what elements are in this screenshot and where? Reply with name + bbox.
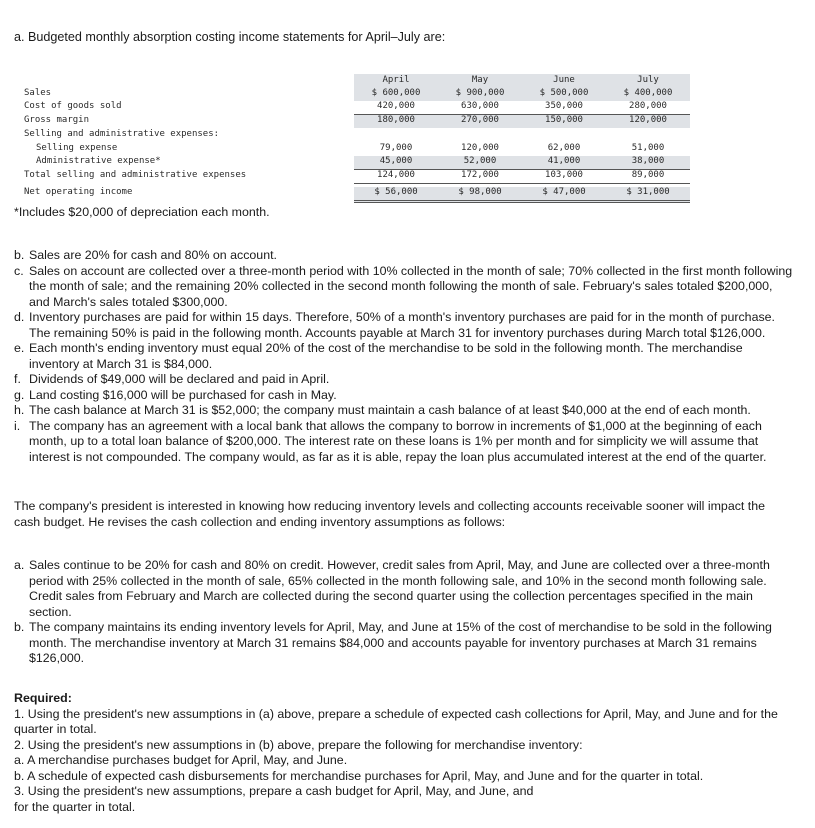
- cell: $ 31,000: [606, 187, 690, 203]
- revised-assumptions-list: [14, 558, 794, 667]
- cell: 62,000: [547, 143, 581, 153]
- table-row: [24, 129, 690, 142]
- list-item: [14, 341, 794, 372]
- item-text: Sales on account are collected over a three-month period with 10% collected in the month of sale; 70% collected in the first month following the month of sale; and the remaining 20% collected in the second month following the month of sale. February's sales totaled $200,000, and March's sales totaled $300,000.: [29, 263, 793, 309]
- month-header: July: [637, 75, 659, 85]
- table-header-row: [24, 75, 690, 88]
- cell: 120,000: [461, 143, 499, 153]
- table-row: [24, 88, 690, 101]
- item-text: The company has an agreement with a local bank that allows the company to borrow in increments of $1,000 at the beginning of each month, up to a total loan balance of $200,000. The interest rate on these loans is 1% per month and for simplicity we will assume that interest is not compounded. The company would, as far as it is able, repay the loan plus accumulated interest at the end of the quarter.: [29, 418, 767, 464]
- cell: 280,000: [606, 101, 690, 115]
- required-line: 2. Using the president's new assumptions in (b) above, prepare the following for merchandise inventory:: [14, 737, 583, 752]
- required-section: [14, 691, 784, 815]
- required-line: a. A merchandise purchases budget for April, May, and June.: [14, 753, 348, 767]
- item-text: Sales are 20% for cash and 80% on account.: [29, 248, 277, 262]
- item-marker: h.: [14, 403, 25, 417]
- cell: 172,000: [438, 170, 522, 184]
- month-header: May: [471, 75, 489, 85]
- cell: $ 400,000: [606, 88, 690, 101]
- required-line: for the quarter in total.: [14, 799, 136, 814]
- list-item: [14, 264, 794, 311]
- list-item: [14, 372, 794, 388]
- table-row: [24, 187, 690, 200]
- president-paragraph: The company's president is interested in knowing how reducing inventory levels and collecting accounts receivable sooner will impact the cash budget. He revises the cash collection and ending inventory assumptions as follows:: [14, 499, 766, 529]
- row-label: Gross margin: [24, 115, 90, 125]
- cell: 79,000: [379, 143, 413, 153]
- item-marker: f.: [14, 372, 21, 386]
- list-item: [14, 558, 794, 620]
- row-label: Cost of goods sold: [24, 101, 122, 111]
- cell: 51,000: [631, 143, 665, 153]
- list-item: [14, 388, 794, 404]
- list-item: [14, 403, 794, 419]
- table-row: [24, 156, 690, 169]
- cell: 120,000: [606, 115, 690, 128]
- row-label: Total selling and administrative expenses: [24, 170, 247, 180]
- cell: 150,000: [522, 115, 606, 128]
- cell: 45,000: [354, 156, 438, 170]
- item-text: Dividends of $49,000 will be declared and paid in April.: [29, 372, 330, 386]
- row-label: Administrative expense*: [36, 156, 161, 166]
- cell: $ 900,000: [438, 88, 522, 101]
- row-label: Sales: [24, 88, 52, 98]
- table-row: [24, 115, 690, 128]
- cell: $ 600,000: [354, 88, 438, 101]
- cell: 124,000: [354, 170, 438, 184]
- item-text: The company maintains its ending inventory levels for April, May, and June at 15% of the cost of merchandise to be sold in the following month. The merchandise inventory at March 31 remains $84,000 and accounts payable for inventory purchases at March 31 remains $126,000.: [29, 620, 772, 665]
- item-marker: c.: [14, 263, 24, 278]
- cell: $ 500,000: [522, 88, 606, 101]
- cell: 630,000: [438, 101, 522, 115]
- item-text: Each month's ending inventory must equal 20% of the cost of the merchandise to be sold in the following month. The merchandise inventory at March 31 is $84,000.: [29, 341, 743, 371]
- cell: 38,000: [606, 156, 690, 170]
- cell: 41,000: [522, 156, 606, 170]
- table-row: [24, 170, 690, 183]
- item-text: Land costing $16,000 will be purchased for cash in May.: [29, 387, 337, 402]
- item-marker: i.: [14, 418, 21, 433]
- table-row: [24, 101, 690, 114]
- item-marker: e.: [14, 341, 25, 355]
- item-text: Sales continue to be 20% for cash and 80% on credit. However, credit sales from April, May, and June are collected over a three-month period with 25% collected in the month of sale, 65% collected in the month following sale, and 10% in the second month following sale. Credit sales from February and March are collected during the second quarter using the collection percentages specified in the main section.: [29, 558, 770, 619]
- cell: 52,000: [438, 156, 522, 170]
- cell: $ 47,000: [522, 187, 606, 203]
- list-item: [14, 620, 794, 667]
- cell: 420,000: [354, 101, 438, 115]
- intro-text: a. Budgeted monthly absorption costing income statements for April–July are:: [14, 30, 446, 44]
- assumptions-list: [14, 248, 794, 465]
- cell: 180,000: [354, 115, 438, 128]
- item-marker: d.: [14, 310, 25, 324]
- row-label: Selling and administrative expenses:: [24, 129, 220, 139]
- required-line: 1. Using the president's new assumptions in (a) above, prepare a schedule of expected cash collections for April, May, and June and for the quarter in total.: [14, 706, 778, 736]
- cell: 89,000: [606, 170, 690, 184]
- list-item: [14, 248, 794, 264]
- cell: 270,000: [438, 115, 522, 128]
- required-line: b. A schedule of expected cash disbursements for merchandise purchases for April, May, and June and for the quarter in total.: [14, 768, 704, 783]
- item-marker: a.: [14, 558, 25, 572]
- month-header: April: [382, 75, 410, 85]
- required-line: 3. Using the president's new assumptions, prepare a cash budget for April, May, and June, and: [14, 784, 534, 798]
- item-marker: b.: [14, 248, 25, 262]
- item-marker: g.: [14, 387, 25, 402]
- item-text: Inventory purchases are paid for within 15 days. Therefore, 50% of a month's inventory purchases are paid for in the month of purchase. The remaining 50% is paid in the following month. Accounts payable at March 31 for inventory purchases during March total $126,000.: [29, 310, 775, 340]
- month-header: June: [553, 75, 575, 85]
- footnote: *Includes $20,000 of depreciation each month.: [14, 205, 270, 219]
- cell: 350,000: [522, 101, 606, 115]
- cell: $ 98,000: [438, 187, 522, 203]
- table-row: [24, 143, 690, 156]
- row-label: Net operating income: [24, 187, 133, 197]
- list-item: [14, 419, 794, 466]
- list-item: [14, 310, 794, 341]
- row-label: Selling expense: [36, 143, 118, 153]
- cell: 103,000: [522, 170, 606, 184]
- required-heading: Required:: [14, 691, 72, 705]
- item-marker: b.: [14, 620, 25, 634]
- cell: $ 56,000: [354, 187, 438, 203]
- item-text: The cash balance at March 31 is $52,000; the company must maintain a cash balance of at least $40,000 at the end of each month.: [29, 403, 751, 417]
